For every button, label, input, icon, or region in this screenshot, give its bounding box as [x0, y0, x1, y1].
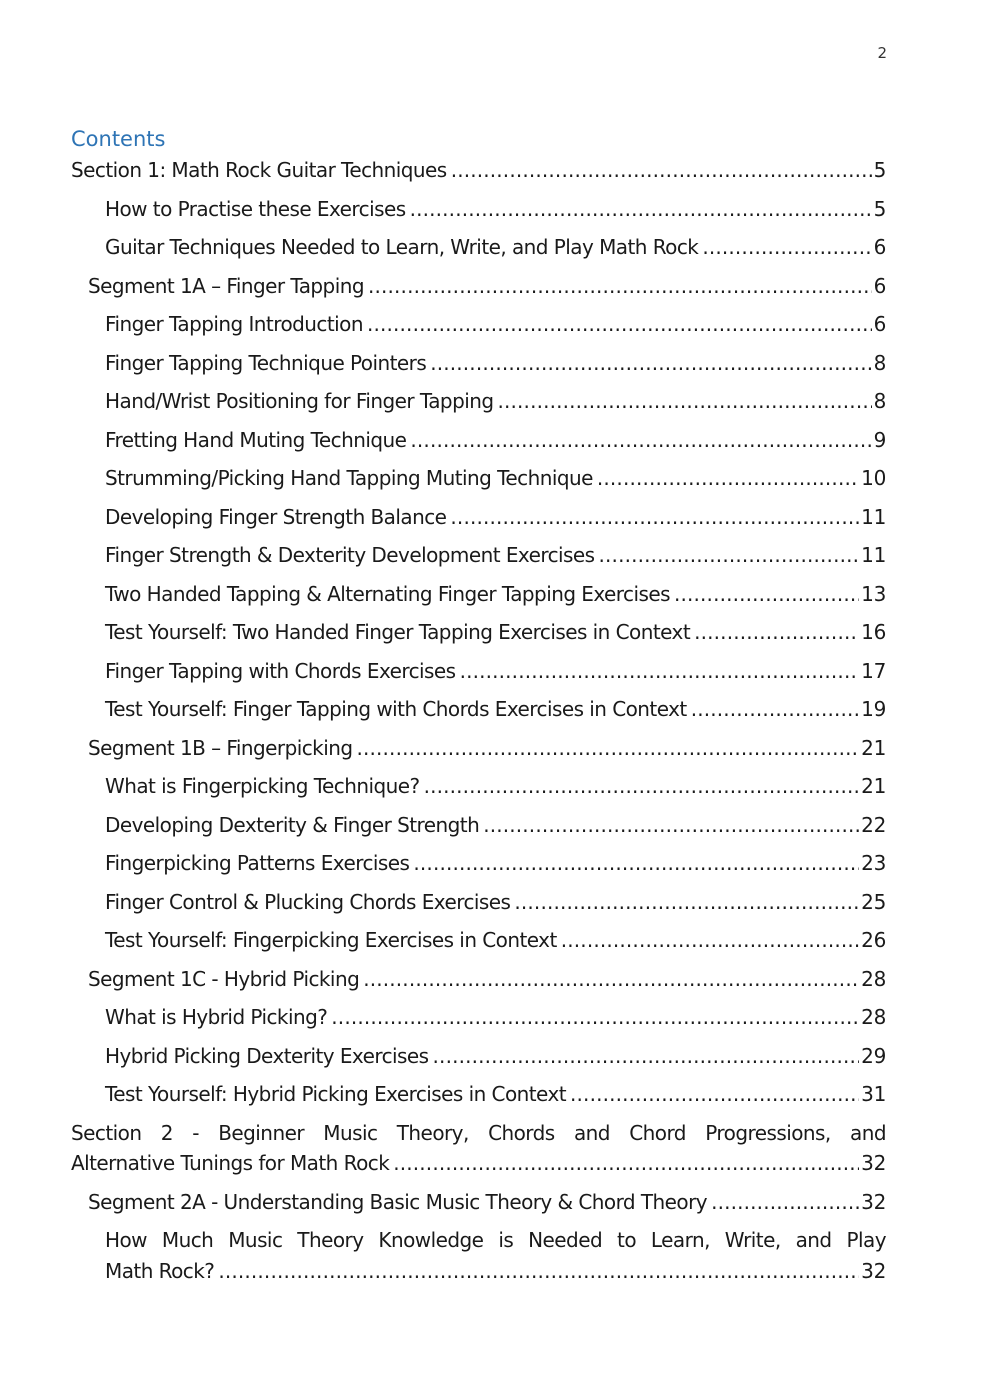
toc-entry[interactable]	[71, 155, 886, 186]
toc-entry[interactable]	[71, 1225, 886, 1286]
toc-entry[interactable]	[71, 1187, 886, 1218]
toc-entry-title: What is Hybrid Picking?	[105, 1005, 328, 1029]
toc-entry-title: What is Fingerpicking Technique?	[105, 774, 420, 798]
toc-entry-page: 25	[861, 889, 886, 914]
toc-entry-page: 29	[861, 1043, 886, 1068]
toc-entry[interactable]	[71, 425, 886, 456]
toc-entry-title: Guitar Techniques Needed to Learn, Write, and Play Math Rock	[105, 235, 699, 259]
toc-entry-page: 8	[873, 389, 886, 413]
dot-leader	[498, 386, 872, 417]
toc-entry-page: 9	[873, 427, 886, 452]
toc-entry-page: 6	[873, 235, 886, 259]
toc-entry-title: Finger Tapping Technique Pointers	[105, 350, 427, 375]
dot-leader	[424, 771, 860, 802]
dot-leader	[368, 271, 872, 302]
toc-entry[interactable]	[71, 271, 886, 302]
toc-entry[interactable]	[71, 194, 886, 225]
dot-leader	[451, 155, 872, 186]
toc-entry-title: Hand/Wrist Positioning for Finger Tapping	[105, 389, 494, 413]
toc-entry[interactable]	[71, 964, 886, 995]
toc-entry-page: 21	[861, 735, 886, 760]
dot-leader	[483, 810, 859, 841]
toc-entry-last-line	[105, 1256, 886, 1287]
toc-entry[interactable]	[71, 1002, 886, 1033]
toc-entry-page: 17	[861, 658, 886, 683]
toc-entry[interactable]	[71, 925, 886, 956]
toc-entry-page: 31	[861, 1082, 886, 1106]
toc-entry[interactable]	[71, 810, 886, 841]
toc-entry-page: 6	[873, 273, 886, 298]
toc-entry-page: 10	[861, 466, 886, 490]
toc-entry[interactable]	[71, 733, 886, 764]
toc-entry[interactable]	[71, 1118, 886, 1179]
dot-leader	[599, 540, 860, 571]
dot-leader	[460, 656, 860, 687]
toc-entry-title: Hybrid Picking Dexterity Exercises	[105, 1043, 429, 1068]
toc-entry[interactable]	[71, 540, 886, 571]
dot-leader	[694, 617, 859, 648]
toc-entry-page: 16	[861, 620, 886, 644]
dot-leader	[597, 463, 859, 494]
toc-entry-page: 11	[861, 504, 886, 529]
dot-leader	[691, 694, 859, 725]
toc-entry[interactable]	[71, 579, 886, 610]
toc-entry-page: 22	[861, 812, 886, 837]
dot-leader	[433, 1041, 860, 1072]
page-number: 2	[877, 44, 887, 62]
toc-entry-page: 23	[861, 851, 886, 875]
toc-entry[interactable]	[71, 348, 886, 379]
dot-leader	[367, 309, 872, 340]
dot-leader	[711, 1187, 859, 1218]
toc-entry-title: Test Yourself: Two Handed Finger Tapping Exercises in Context	[105, 620, 691, 644]
toc-entry[interactable]	[71, 232, 886, 263]
toc-entry-title: Strumming/Picking Hand Tapping Muting Technique	[105, 466, 593, 490]
dot-leader	[450, 502, 859, 533]
table-of-contents	[71, 124, 886, 1286]
toc-entry-page: 32	[861, 1151, 886, 1175]
toc-entry-title-line1: Section 2 - Beginner Music Theory, Chords and Chord Progressions, and	[71, 1120, 886, 1145]
toc-entry[interactable]	[71, 848, 886, 879]
toc-entry-title: Developing Dexterity & Finger Strength	[105, 812, 480, 837]
toc-entry-title: Two Handed Tapping & Alternating Finger Tapping Exercises	[105, 581, 670, 606]
toc-entry-title-line1: How Much Music Theory Knowledge is Needed to Learn, Write, and Play	[105, 1228, 886, 1252]
toc-entry[interactable]	[71, 617, 886, 648]
toc-entry[interactable]	[71, 656, 886, 687]
dot-leader	[430, 348, 871, 379]
toc-entry[interactable]	[71, 1079, 886, 1110]
dot-leader	[514, 887, 859, 918]
dot-leader	[218, 1256, 859, 1287]
dot-leader	[393, 1148, 859, 1179]
toc-entry-title: Segment 1C - Hybrid Picking	[88, 966, 360, 991]
toc-entry[interactable]	[71, 502, 886, 533]
toc-entry-page: 32	[861, 1258, 886, 1283]
toc-entry-page: 28	[861, 1005, 886, 1029]
toc-entry-page: 26	[861, 928, 886, 952]
toc-entry-page: 11	[861, 543, 886, 567]
toc-entry-page: 21	[861, 774, 886, 798]
toc-entry-title: Segment 1A – Finger Tapping	[88, 273, 364, 298]
toc-entry-title: Fretting Hand Muting Technique	[105, 427, 407, 452]
toc-entry-title: Test Yourself: Hybrid Picking Exercises in Context	[105, 1082, 567, 1106]
dot-leader	[702, 232, 871, 263]
dot-leader	[674, 579, 859, 610]
toc-entry-title: Finger Tapping Introduction	[105, 312, 363, 336]
toc-entry-last-line	[71, 1148, 886, 1179]
toc-entry-page: 13	[861, 581, 886, 606]
toc-entry-title: Finger Control & Plucking Chords Exercises	[105, 889, 511, 914]
toc-entry-page: 5	[873, 158, 886, 182]
toc-heading: Contents	[71, 127, 166, 151]
dot-leader	[570, 1079, 859, 1110]
toc-entry-title: Developing Finger Strength Balance	[105, 504, 447, 529]
toc-entry-title: How to Practise these Exercises	[105, 196, 406, 221]
toc-entry-title: Segment 2A - Understanding Basic Music Theory & Chord Theory	[88, 1189, 708, 1214]
toc-entry[interactable]	[71, 694, 886, 725]
dot-leader	[561, 925, 859, 956]
toc-entry-title: Test Yourself: Finger Tapping with Chords Exercises in Context	[105, 697, 687, 721]
toc-entry-title: Finger Tapping with Chords Exercises	[105, 658, 456, 683]
toc-entry[interactable]	[71, 386, 886, 417]
toc-entry-page: 19	[861, 697, 886, 721]
toc-entry-page: 5	[873, 196, 886, 221]
toc-entry[interactable]	[71, 309, 886, 340]
toc-entry-title: Segment 1B – Fingerpicking	[88, 735, 353, 760]
toc-entry-page: 6	[873, 312, 886, 336]
dot-leader	[410, 194, 872, 225]
dot-leader	[356, 733, 859, 764]
toc-entry-title: Fingerpicking Patterns Exercises	[105, 851, 410, 875]
dot-leader	[410, 425, 871, 456]
toc-entry[interactable]	[71, 887, 886, 918]
toc-entry-title-line2: Math Rock?	[105, 1258, 215, 1283]
dot-leader	[331, 1002, 859, 1033]
dot-leader	[413, 848, 859, 879]
toc-entry[interactable]	[71, 463, 886, 494]
toc-entry[interactable]	[71, 771, 886, 802]
toc-entry-title-line2: Alternative Tunings for Math Rock	[71, 1151, 390, 1175]
toc-entry-page: 8	[873, 350, 886, 375]
toc-entry-title: Finger Strength & Dexterity Development Exercises	[105, 543, 595, 567]
toc-entry[interactable]	[71, 1041, 886, 1072]
toc-entry-page: 32	[861, 1189, 886, 1214]
dot-leader	[363, 964, 859, 995]
toc-entry-title: Test Yourself: Fingerpicking Exercises in Context	[105, 928, 557, 952]
toc-entry-title: Section 1: Math Rock Guitar Techniques	[71, 158, 447, 182]
toc-entry-page: 28	[861, 966, 886, 991]
